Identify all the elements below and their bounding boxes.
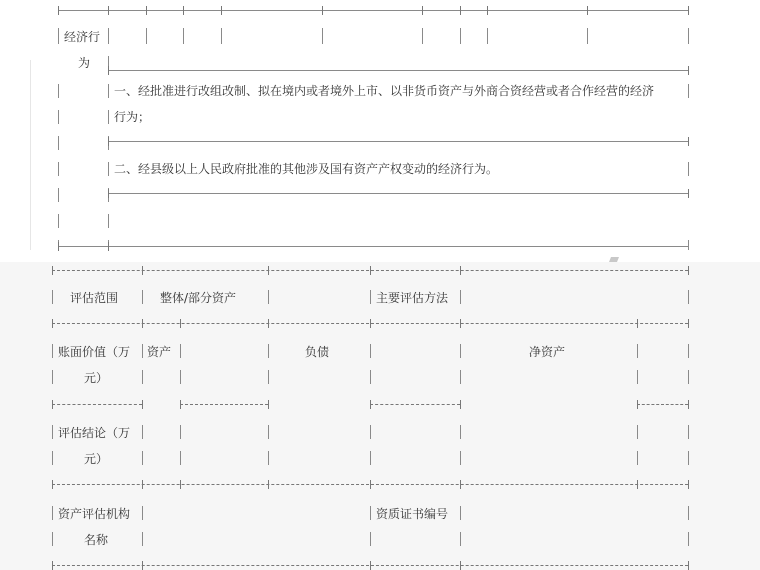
- grid-line: [108, 28, 109, 44]
- economic-behavior-label: 经济行: [64, 30, 101, 44]
- grid-line: [487, 28, 488, 44]
- tick: [52, 319, 53, 328]
- tick: [180, 480, 181, 489]
- grid-line: [688, 425, 689, 439]
- grid-line: [460, 28, 461, 44]
- grid-line: [370, 425, 371, 439]
- tick: [688, 400, 689, 409]
- grid-line: [370, 344, 371, 358]
- rule-below-item2: [108, 193, 688, 194]
- conclusion-label-cont: 元）: [84, 452, 109, 466]
- tick: [221, 6, 222, 15]
- tick: [460, 319, 461, 328]
- grid-line: [688, 370, 689, 384]
- assets-label: 资产: [147, 345, 172, 359]
- grid-line: [180, 344, 181, 358]
- grid-line: [268, 451, 269, 465]
- rule-between-items: [108, 141, 688, 142]
- grid-line: [58, 28, 59, 44]
- grid-line: [52, 532, 53, 546]
- book-value-label-cont: 元）: [84, 371, 109, 385]
- grid-line: [688, 451, 689, 465]
- grid-line: [688, 290, 689, 304]
- tick: [460, 400, 461, 409]
- grid-line: [322, 28, 323, 44]
- tick: [142, 266, 143, 275]
- grid-line: [370, 532, 371, 546]
- behavior-item-1: 一、经批准进行改组改制、拟在境内或者境外上市、以非货币资产与外商合资经营或者合作经营的经济: [114, 84, 655, 98]
- agency-label-cont: 名称: [84, 533, 109, 547]
- economic-behavior-label-cont: 为: [78, 56, 91, 70]
- tick: [52, 400, 53, 409]
- grid-line: [268, 370, 269, 384]
- behavior-item-2: 二、经县级以上人民政府批准的其他涉及国有资产产权变动的经济行为。: [114, 162, 499, 176]
- tick: [108, 6, 109, 15]
- tick: [637, 400, 638, 409]
- book-value-label: 账面价值（万: [58, 345, 131, 359]
- grid-line: [142, 370, 143, 384]
- behavior-item-1-cont: 行为；: [114, 110, 151, 124]
- grid-line: [268, 290, 269, 304]
- tick: [268, 319, 269, 328]
- tick: [460, 266, 461, 275]
- grid-line: [221, 28, 222, 44]
- grid-line: [183, 28, 184, 44]
- grid-line: [58, 136, 59, 150]
- grid-line: [180, 451, 181, 465]
- grid-line: [108, 84, 109, 98]
- grid-line: [108, 214, 109, 228]
- tick: [422, 6, 423, 15]
- tick: [370, 480, 371, 489]
- scope-option: 整体/部分资产: [160, 291, 237, 305]
- tick: [460, 480, 461, 489]
- grid-line: [142, 290, 143, 304]
- tick: [268, 266, 269, 275]
- tick: [370, 319, 371, 328]
- tick: [142, 400, 143, 409]
- grid-line: [58, 162, 59, 176]
- tick: [52, 561, 53, 570]
- grid-line: [688, 28, 689, 44]
- grid-line: [460, 425, 461, 439]
- grid-line: [370, 506, 371, 520]
- tick: [688, 137, 689, 146]
- tick: [688, 266, 689, 275]
- tick: [370, 400, 371, 409]
- net-assets-label: 净资产: [529, 345, 566, 359]
- grid-line: [108, 110, 109, 124]
- grid-line: [422, 28, 423, 44]
- method-label: 主要评估方法: [376, 291, 449, 305]
- grid-line: [58, 188, 59, 202]
- tick: [637, 480, 638, 489]
- rule-below-book-c: [370, 404, 460, 405]
- rule-below-book-d: [637, 404, 688, 405]
- grid-line: [688, 532, 689, 546]
- tick: [688, 189, 689, 198]
- grid-line: [460, 532, 461, 546]
- tick: [688, 480, 689, 489]
- tick: [58, 242, 59, 251]
- tick: [268, 400, 269, 409]
- economic-behavior-section: [0, 0, 700, 255]
- grid-line: [52, 425, 53, 439]
- grid-line: [370, 290, 371, 304]
- grid-line: [587, 28, 588, 44]
- tick: [688, 66, 689, 75]
- tick: [322, 6, 323, 15]
- tick: [180, 400, 181, 409]
- tick: [183, 6, 184, 15]
- tick: [637, 319, 638, 328]
- liabilities-label: 负债: [305, 345, 330, 359]
- grid-line: [688, 162, 689, 176]
- tick: [587, 6, 588, 15]
- tick: [52, 480, 53, 489]
- grid-line: [142, 506, 143, 520]
- page-gap: [0, 255, 760, 262]
- tick: [688, 561, 689, 570]
- rule-below-book-b: [180, 404, 268, 405]
- grid-line: [370, 370, 371, 384]
- tick: [108, 137, 109, 146]
- tick: [487, 6, 488, 15]
- tick: [688, 6, 689, 15]
- grid-line: [30, 60, 31, 250]
- tick: [52, 266, 53, 275]
- grid-line: [52, 290, 53, 304]
- grid-line: [58, 214, 59, 228]
- tick: [370, 561, 371, 570]
- tick: [180, 319, 181, 328]
- grid-line: [180, 425, 181, 439]
- tick: [108, 242, 109, 251]
- tick: [142, 561, 143, 570]
- tick: [146, 6, 147, 15]
- grid-line: [52, 451, 53, 465]
- rule-bottom: [58, 246, 688, 247]
- valuation-section: [0, 262, 760, 570]
- grid-line: [460, 451, 461, 465]
- rule-below-header: [108, 70, 688, 71]
- grid-line: [688, 506, 689, 520]
- scope-label: 评估范围: [70, 291, 119, 305]
- grid-line: [52, 506, 53, 520]
- grid-line: [460, 506, 461, 520]
- tick: [142, 319, 143, 328]
- grid-line: [637, 344, 638, 358]
- tick: [108, 66, 109, 75]
- grid-line: [142, 451, 143, 465]
- grid-line: [58, 84, 59, 98]
- grid-line: [688, 84, 689, 98]
- tick: [268, 480, 269, 489]
- agency-label: 资产评估机构: [58, 507, 131, 521]
- grid-line: [180, 370, 181, 384]
- tick: [142, 480, 143, 489]
- tick: [460, 561, 461, 570]
- grid-line: [460, 290, 461, 304]
- grid-line: [52, 370, 53, 384]
- grid-line: [268, 425, 269, 439]
- grid-line: [637, 451, 638, 465]
- tick: [370, 266, 371, 275]
- cert-number-label: 资质证书编号: [376, 507, 449, 521]
- tick: [460, 6, 461, 15]
- grid-line: [58, 110, 59, 124]
- grid-line: [688, 344, 689, 358]
- conclusion-label: 评估结论（万: [58, 426, 131, 440]
- grid-line: [108, 162, 109, 176]
- grid-line: [460, 370, 461, 384]
- grid-line: [142, 425, 143, 439]
- tick: [108, 189, 109, 198]
- tick: [688, 319, 689, 328]
- grid-line: [460, 344, 461, 358]
- rule-top: [58, 10, 688, 11]
- grid-line: [52, 344, 53, 358]
- grid-line: [688, 240, 689, 250]
- grid-line: [268, 344, 269, 358]
- grid-line: [146, 28, 147, 44]
- grid-line: [142, 532, 143, 546]
- grid-line: [370, 451, 371, 465]
- rule-below-book-a: [52, 404, 142, 405]
- grid-line: [637, 370, 638, 384]
- grid-line: [142, 344, 143, 358]
- tick: [58, 6, 59, 15]
- grid-line: [637, 425, 638, 439]
